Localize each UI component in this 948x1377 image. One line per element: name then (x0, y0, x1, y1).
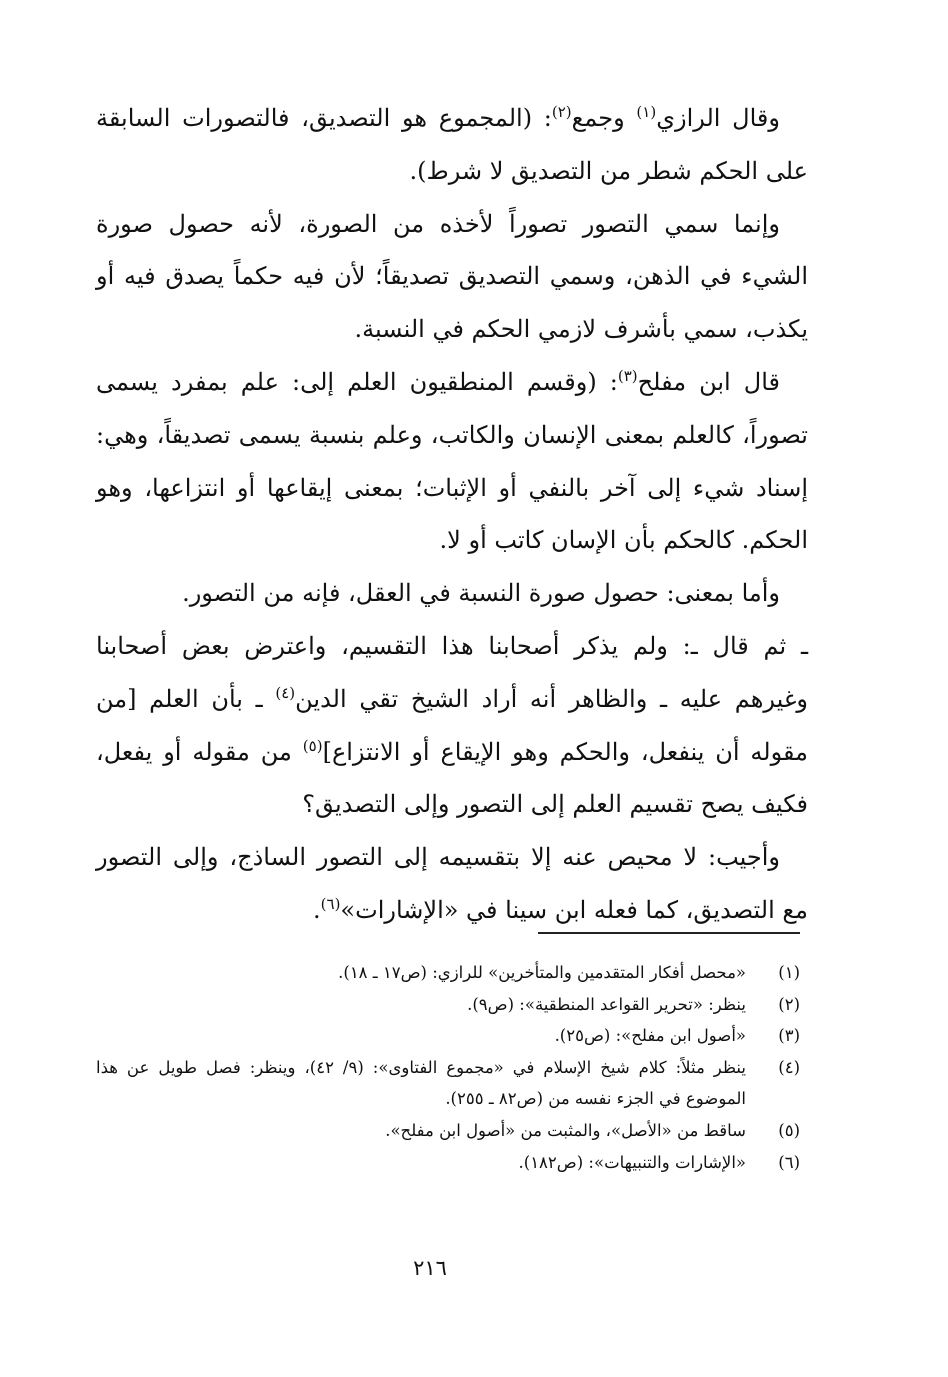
footnote-5 (96, 1115, 800, 1147)
paragraph-text: وقال الرازي (656, 104, 780, 132)
footnote-2 (96, 989, 800, 1021)
paragraph-ibn-muflih (96, 356, 808, 567)
paragraph-text: ـ ثم قال ـ: ولم يذكر أصحابنا هذا التقسيم، واعترض بعض أصحابنا وغيرهم عليه ـ والظاهر أنه أراد الشيخ تقي الدين (96, 631, 808, 713)
footnote-ref-4[interactable]: (٤) (275, 683, 296, 702)
footnote-3 (96, 1020, 800, 1052)
footnote-text: «محصل أفكار المتقدمين والمتأخرين» للرازي: (ص١٧ ـ ١٨). (338, 963, 746, 982)
paragraph-razi (96, 92, 808, 198)
footnote-number: (٤) (778, 1057, 800, 1077)
paragraph-ujib (96, 831, 808, 937)
footnotes (96, 957, 800, 1178)
page-number: ٢١٦ (413, 1256, 447, 1280)
footnote-ref-2[interactable]: (٢) (551, 103, 572, 121)
footnote-1 (96, 957, 800, 989)
footnote-text: ينظر: «تحرير القواعد المنطقية»: (ص٩). (467, 994, 746, 1014)
footnote-number: (١) (778, 963, 800, 982)
footnote-separator (538, 932, 800, 934)
footnote-ref-6[interactable]: (٦) (320, 894, 341, 913)
paragraph-text: وجمع (571, 104, 637, 132)
paragraph-text: : (المجموع هو التصديق، فالتصورات السابقة على الحكم شطر من التصديق لا شرط). (96, 104, 808, 185)
paragraph-thumma-qal (96, 620, 808, 831)
footnote-ref-5[interactable]: (٥) (302, 736, 323, 755)
footnote-text: ساقط من «الأصل»، والمثبت من «أصول ابن مفلح». (385, 1120, 746, 1140)
footnote-6 (96, 1147, 800, 1179)
footnote-text: «أصول ابن مفلح»: (ص٢٥). (554, 1026, 746, 1046)
footnote-4 (96, 1052, 800, 1115)
paragraph-text: قال ابن مفلح (637, 367, 781, 396)
paragraph-text: من مقوله أو يفعل، فكيف يصح تقسيم العلم إلى التصور وإلى التصديق؟ (96, 737, 808, 819)
paragraph-text: . (313, 895, 321, 924)
footnote-number: (٦) (778, 1152, 800, 1172)
footnote-text: «الإشارات والتنبيهات»: (ص١٨٢). (518, 1152, 746, 1172)
main-text (96, 92, 808, 937)
footnote-number: (٢) (778, 994, 800, 1014)
footnote-ref-3[interactable]: (٣) (617, 366, 638, 385)
footnote-number: (٥) (778, 1120, 800, 1140)
paragraph-amma: وأما بمعنى: حصول صورة النسبة في العقل، فإنه من التصور. (182, 579, 780, 608)
footnote-ref-1[interactable]: (١) (636, 103, 657, 121)
paragraph-text: : (وقسم المنطقيون العلم إلى: علم بمفرد يسمى تصوراً، كالعلم بمعنى الإنسان والكاتب، وعلم بنسبة يسمى تصديقاً، وهي: إسناد شيء إلى آخر بالنفي أو الإثبات؛ بمعنى إيقاعها أو انتزاعها، وهو الحكم. كالحكم بأن الإسان كاتب أو لا. (96, 367, 809, 555)
paragraph-text: وأجيب: لا محيص عنه إلا بتقسيمه إلى التصور الساذج، وإلى التصور مع التصديق، كما فعله ابن سينا في «الإشارات» (96, 843, 808, 924)
paragraph-text: ـ بأن العلم [من مقوله أن ينفعل، والحكم وهو الإيقاع أو الانتزاع] (96, 684, 809, 766)
footnote-text: ينظر مثلاً: كلام شيخ الإسلام في «مجموع الفتاوى»: (٩/ ٤٢)، وينظر: فصل طويل عن هذا الموضوع في الجزء نفسه من (ص٨٢ ـ ٢٥٥). (96, 1057, 746, 1109)
paragraph-tasawwur: وإنما سمي التصور تصوراً لأخذه من الصورة، لأنه حصول صورة الشيء في الذهن، وسمي التصديق تصديقاً؛ لأن فيه حكماً يصدق فيه أو يكذب، سمي بأشرف لازمي الحكم في النسبة. (96, 209, 808, 344)
footnote-number: (٣) (778, 1026, 800, 1046)
